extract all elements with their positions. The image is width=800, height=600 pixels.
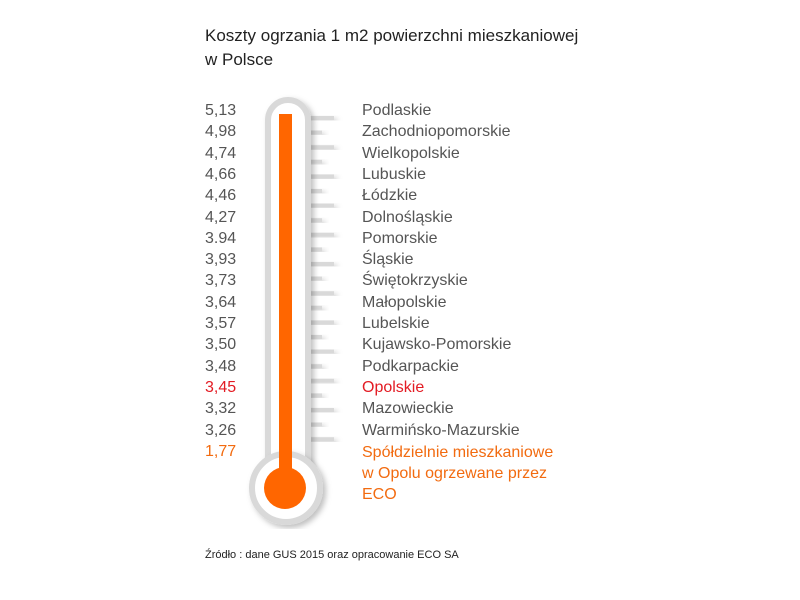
value-label: 4,27	[205, 208, 237, 226]
region-label: Świętokrzyskie	[362, 272, 468, 290]
value-label: 4,46	[205, 187, 237, 205]
eco-value-label: 1,77	[205, 442, 237, 460]
region-label: Pomorskie	[362, 229, 438, 247]
value-label: 3.94	[205, 229, 237, 247]
value-label: 3,26	[205, 421, 237, 439]
chart-title-line2: w Polsce	[205, 50, 274, 69]
value-label: 3,93	[205, 251, 237, 269]
thermometer-mercury-bulb	[264, 467, 306, 509]
eco-label-line: ECO	[362, 485, 397, 503]
region-label: Małopolskie	[362, 293, 447, 311]
region-label: Łódzkie	[362, 187, 418, 205]
value-label: 5,13	[205, 102, 237, 119]
region-label: Lubuskie	[362, 165, 427, 183]
region-label: Podkarpackie	[362, 357, 459, 375]
value-label: 4,74	[205, 144, 237, 162]
region-label: Lubelskie	[362, 315, 430, 332]
value-label: 3,45	[205, 378, 237, 396]
region-label: Podlaskie	[362, 102, 432, 119]
region-label: Mazowieckie	[362, 400, 454, 418]
value-label: 3,57	[205, 315, 237, 332]
region-label: Warmińsko-Mazurskie	[362, 421, 520, 439]
value-label: 3,73	[205, 272, 237, 290]
value-label: 3,64	[205, 293, 237, 311]
eco-label-line: Spółdzielnie mieszkaniowe	[362, 443, 554, 461]
region-label: Wielkopolskie	[362, 144, 460, 162]
value-label: 3,32	[205, 400, 237, 418]
thermometer-mercury-column	[279, 114, 292, 482]
source-note: Źródło : dane GUS 2015 oraz opracowanie ECO SA	[205, 549, 459, 561]
eco-region-label	[362, 442, 622, 505]
eco-label-line: w Opolu ogrzewane przez	[362, 464, 547, 482]
region-label: Kujawsko-Pomorskie	[362, 336, 512, 354]
chart-title-line1: Koszty ogrzania 1 m2 powierzchni mieszkaniowej	[205, 26, 579, 45]
value-label: 4,98	[205, 123, 237, 141]
value-label: 4,66	[205, 165, 237, 183]
region-label: Śląskie	[362, 251, 414, 269]
region-label: Dolnośląskie	[362, 208, 453, 226]
value-label: 3,50	[205, 336, 237, 354]
region-label: Zachodniopomorskie	[362, 123, 511, 141]
value-label: 3,48	[205, 357, 237, 375]
region-label: Opolskie	[362, 378, 425, 396]
